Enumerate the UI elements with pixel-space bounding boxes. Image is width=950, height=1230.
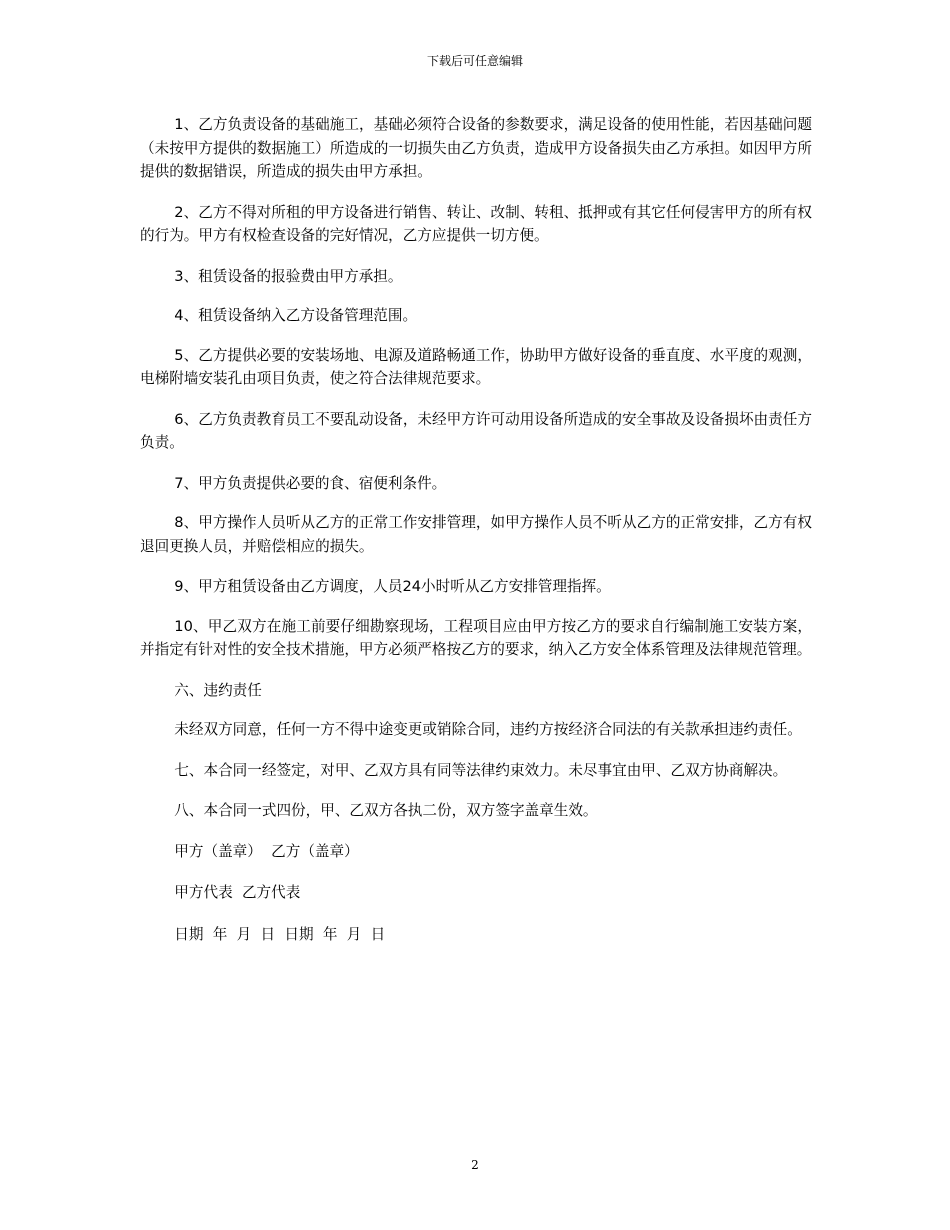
clause-9: 9、甲方租赁设备由乙方调度，人员24小时听从乙方安排管理指挥。 xyxy=(174,578,611,595)
clause-3: 3、租赁设备的报验费由甲方承担。 xyxy=(174,267,403,285)
clause-1: 1、乙方负责设备的基础施工，基础必须符合设备的参数要求，满足设备的使用性能，若因基础问题（未按甲方提供的数据施工）所造成的一切损失由乙方负责，造成甲方设备损失由乙方承担。如因甲方所提供的数据错误，所造成的损失由甲方承担。 xyxy=(140,116,812,180)
clause-2: 2、乙方不得对所租的甲方设备进行销售、转让、改制、转租、抵押或有其它任何侵害甲方的所有权的行为。甲方有权检查设备的完好情况，乙方应提供一切方便。 xyxy=(140,203,812,244)
clause-7: 7、甲方负责提供必要的食、宿便利条件。 xyxy=(174,474,447,492)
document-body xyxy=(140,113,812,964)
signature-seal-line: 甲方（盖章） 乙方（盖章） xyxy=(174,842,359,860)
clause-8: 8、甲方操作人员听从乙方的正常工作安排管理，如甲方操作人员不听从乙方的正常安排，乙方有权退回更换人员，并赔偿相应的损失。 xyxy=(140,514,812,555)
signature-representative-line: 甲方代表 乙方代表 xyxy=(174,884,301,901)
clause-4: 4、租赁设备纳入乙方设备管理范围。 xyxy=(174,307,418,324)
section-heading-breach: 六、违约责任 xyxy=(174,681,262,699)
clause-10: 10、甲乙双方在施工前要仔细勘察现场，工程项目应由甲方按乙方的要求自行编制施工安装方案，并指定有针对性的安全技术措施，甲方必须严格按乙方的要求，纳入乙方安全体系管理及法律规范管理。 xyxy=(140,617,812,658)
signature-date-line: 日期 年 月 日 日期 年 月 日 xyxy=(174,925,386,943)
clause-6: 6、乙方负责教育员工不要乱动设备，未经甲方许可动用设备所造成的安全事故及设备损坏由责任方负责。 xyxy=(140,410,812,451)
clause-5: 5、乙方提供必要的安装场地、电源及道路畅通工作，协助甲方做好设备的垂直度、水平度的观测，电梯附墙安装孔由项目负责，使之符合法律规范要求。 xyxy=(140,346,812,387)
breach-liability-text: 未经双方同意，任何一方不得中途变更或销除合同，违约方按经济合同法的有关款承担违约责任。 xyxy=(174,721,802,738)
page-header: 下载后可任意编辑 xyxy=(426,54,523,68)
section-copies: 八、本合同一式四份，甲、乙双方各执二份，双方签字盖章生效。 xyxy=(174,802,598,819)
section-effect: 七、本合同一经签定，对甲、乙双方具有同等法律约束效力。未尽事宜由甲、乙双方协商解决。 xyxy=(174,761,788,779)
page-number: 2 xyxy=(471,1158,479,1172)
